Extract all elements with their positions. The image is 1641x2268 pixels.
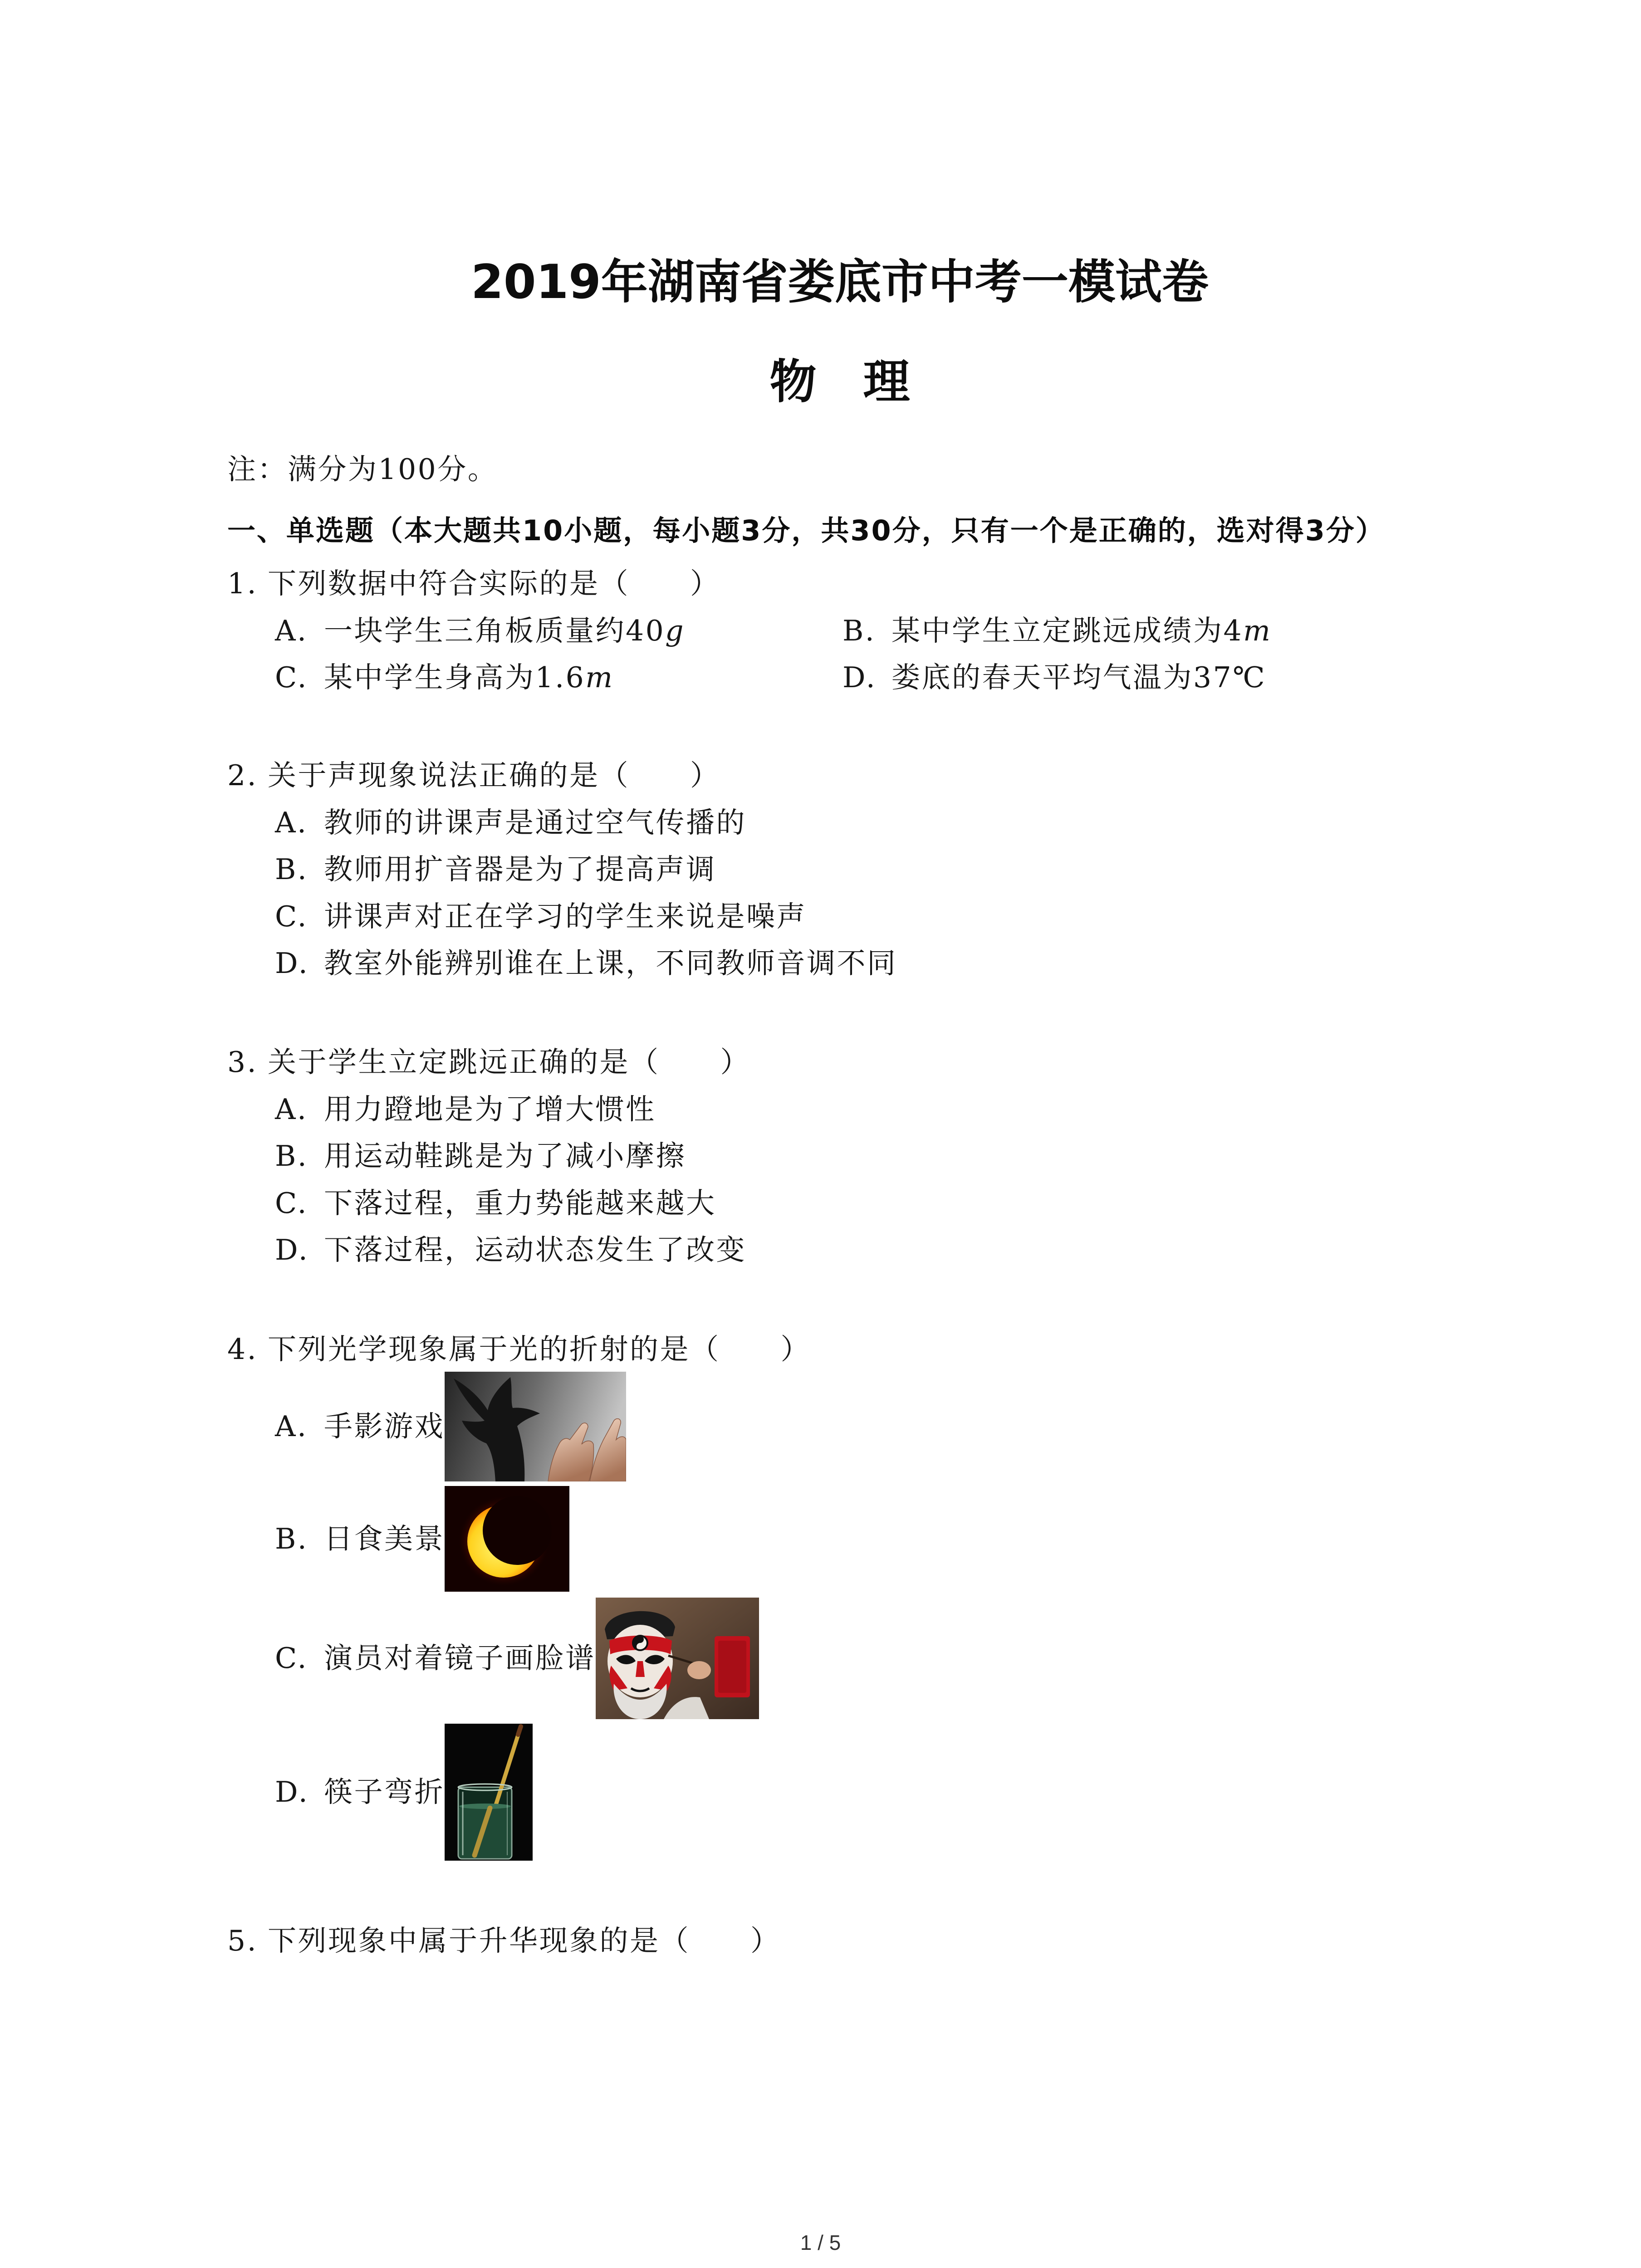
solar-eclipse-image <box>445 1486 569 1592</box>
option-text: 演员对着镜子画脸谱 <box>324 1642 596 1675</box>
option-letter: D. <box>843 661 877 694</box>
question-stem: 关于声现象说法正确的是（ ） <box>268 759 720 792</box>
page-indicator: 1 / 5 <box>800 2231 841 2254</box>
option-b <box>275 1486 569 1592</box>
option-b <box>227 846 897 893</box>
question-number: 2. <box>227 759 258 792</box>
question-3 <box>227 1039 750 1274</box>
question-stem-row <box>227 1917 781 1965</box>
section-heading: 一、单选题（本大题共10小题，每小题3分，共30分，只有一个是正确的，选对得3分） <box>227 514 1385 547</box>
score-note: 注：满分为100分。 <box>227 453 498 486</box>
option-row <box>227 654 1272 701</box>
option-text: 用运动鞋跳是为了减小摩擦 <box>324 1139 686 1173</box>
option-text: 讲课声对正在学习的学生来说是噪声 <box>324 899 807 933</box>
option-letter: D. <box>275 947 309 980</box>
option-letter: D. <box>275 1233 309 1266</box>
option-c <box>227 893 897 940</box>
option-text: 某中学生立定跳远成绩为4 <box>892 614 1244 647</box>
option-text: 教师用扩音器是为了提高声调 <box>324 853 716 886</box>
option-text: 教师的讲课声是通过空气传播的 <box>324 806 746 839</box>
option-letter: D. <box>275 1775 309 1809</box>
question-stem: 下列光学现象属于光的折射的是（ ） <box>268 1333 811 1366</box>
option-c <box>275 654 843 701</box>
option-unit: g <box>665 614 686 647</box>
question-number: 3. <box>227 1046 258 1079</box>
option-unit: m <box>1243 614 1272 647</box>
question-number: 1. <box>227 567 258 600</box>
mirror-surface <box>718 1641 746 1693</box>
option-letter: B. <box>275 1139 309 1173</box>
option-letter: B. <box>275 853 309 886</box>
opera-makeup-image <box>596 1598 759 1719</box>
water <box>459 1806 511 1858</box>
option-d <box>275 1724 533 1861</box>
option-c <box>275 1598 759 1719</box>
moon-disc <box>483 1496 552 1565</box>
option-letter: C. <box>275 1642 308 1675</box>
exam-title: 2019年湖南省娄底市中考一模试卷 <box>471 255 1209 309</box>
chopstick-tip <box>518 1726 521 1735</box>
actor-hand <box>687 1661 711 1679</box>
option-text: 某中学生身高为1.6 <box>324 661 586 694</box>
question-stem: 关于学生立定跳远正确的是（ ） <box>268 1046 750 1079</box>
question-4 <box>227 1326 811 1373</box>
question-stem-row <box>227 752 897 799</box>
option-row <box>227 607 1272 655</box>
option-a <box>275 1372 626 1481</box>
option-text: 用力蹬地是为了增大惯性 <box>324 1092 656 1126</box>
option-b <box>843 614 1272 647</box>
hand-shadow-image <box>445 1372 626 1481</box>
option-letter: B. <box>275 1522 309 1555</box>
option-text: 娄底的春天平均气温为37℃ <box>892 661 1267 694</box>
option-d <box>227 940 897 987</box>
option-letter: A. <box>275 614 308 647</box>
option-text: 下落过程，重力势能越来越大 <box>324 1186 716 1220</box>
bent-chopstick-image <box>445 1724 533 1861</box>
option-letter: A. <box>275 806 308 839</box>
question-number: 5. <box>227 1924 258 1957</box>
question-number: 4. <box>227 1333 258 1366</box>
option-d <box>843 661 1266 694</box>
option-b <box>227 1133 750 1180</box>
question-2 <box>227 752 897 987</box>
subject-title: 物 理 <box>769 355 910 409</box>
option-a <box>275 607 843 655</box>
option-text: 下落过程，运动状态发生了改变 <box>324 1233 746 1266</box>
option-letter: A. <box>275 1092 308 1126</box>
option-a <box>227 1086 750 1133</box>
option-d <box>227 1227 750 1274</box>
question-stem-row <box>227 1039 750 1086</box>
option-a <box>227 799 897 846</box>
option-unit: m <box>585 661 614 694</box>
option-text: 教室外能辨别谁在上课，不同教师音调不同 <box>324 947 897 980</box>
option-c <box>227 1180 750 1227</box>
question-5 <box>227 1917 781 1965</box>
question-stem-row <box>227 1326 811 1373</box>
option-letter: C. <box>275 899 308 933</box>
option-letter: A. <box>275 1410 308 1443</box>
option-text: 筷子弯折 <box>324 1775 445 1809</box>
water-surface <box>459 1804 511 1809</box>
option-letter: C. <box>275 661 308 694</box>
option-text: 日食美景 <box>324 1522 445 1555</box>
question-stem-row <box>227 560 1272 607</box>
question-stem: 下列数据中符合实际的是（ ） <box>268 567 720 600</box>
question-1 <box>227 560 1272 701</box>
option-letter: C. <box>275 1186 308 1220</box>
option-letter: B. <box>843 614 876 647</box>
question-stem: 下列现象中属于升华现象的是（ ） <box>268 1924 781 1957</box>
option-text: 手影游戏 <box>324 1410 445 1443</box>
option-text: 一块学生三角板质量约40 <box>324 614 666 647</box>
